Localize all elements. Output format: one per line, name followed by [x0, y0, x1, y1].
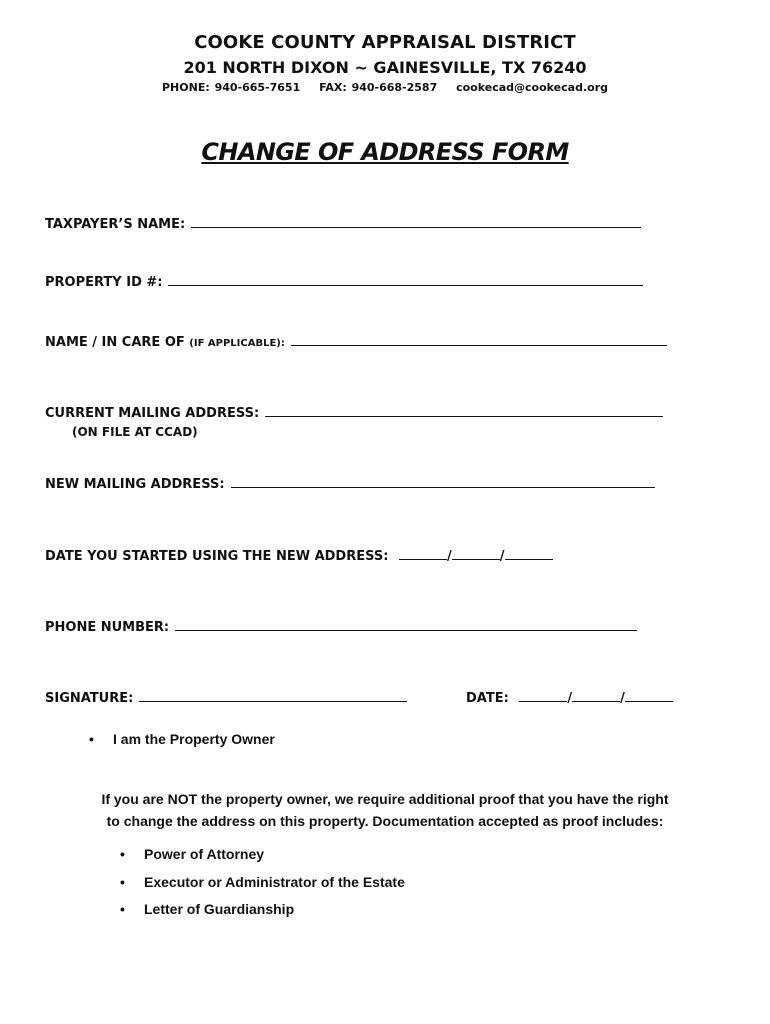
current-address-line[interactable]	[265, 415, 663, 417]
signature-label: SIGNATURE:	[45, 691, 134, 706]
proof-item-text: Power of Attorney	[144, 846, 265, 862]
proof-list-item	[120, 874, 405, 890]
signature-date-blanks[interactable]: / /	[519, 691, 673, 706]
bullet-icon: •	[120, 901, 125, 917]
in-care-of-field[interactable]	[45, 335, 667, 350]
year-blank[interactable]	[625, 700, 673, 702]
property-id-label: PROPERTY ID #:	[45, 275, 163, 290]
in-care-of-note: (IF APPLICABLE):	[189, 338, 285, 349]
proof-list-item	[120, 846, 264, 862]
proof-paragraph-line1: If you are NOT the property owner, we require additional proof that you have the right	[101, 791, 669, 807]
proof-list-item	[120, 901, 294, 917]
year-blank[interactable]	[505, 558, 553, 560]
bullet-icon: •	[89, 731, 94, 747]
date-started-blanks[interactable]: / /	[399, 549, 553, 564]
bullet-icon: •	[120, 846, 125, 862]
email-text: cookecad@cookecad.org	[456, 81, 608, 94]
fax-text: FAX: 940-668-2587	[319, 81, 438, 94]
property-id-line[interactable]	[168, 284, 643, 286]
proof-paragraph	[0, 788, 770, 832]
new-address-field[interactable]	[45, 477, 655, 492]
proof-paragraph-line2: to change the address on this property. Documentation accepted as proof includes:	[106, 813, 664, 829]
phone-number-line[interactable]	[175, 629, 637, 631]
owner-statement	[89, 731, 275, 747]
signature-date-label: DATE:	[466, 691, 509, 706]
contact-line	[0, 81, 770, 94]
phone-number-label: PHONE NUMBER:	[45, 620, 170, 635]
in-care-of-line[interactable]	[291, 344, 667, 346]
current-address-note: (ON FILE AT CCAD)	[72, 425, 198, 439]
current-address-field[interactable]	[45, 406, 663, 421]
phone-text: PHONE: 940-665-7651	[162, 81, 301, 94]
property-id-field[interactable]	[45, 275, 643, 290]
taxpayer-name-line[interactable]	[191, 226, 641, 228]
owner-statement-text: I am the Property Owner	[113, 731, 275, 747]
new-address-line[interactable]	[231, 486, 655, 488]
date-started-label: DATE YOU STARTED USING THE NEW ADDRESS:	[45, 549, 389, 564]
taxpayer-name-field[interactable]	[45, 217, 641, 232]
in-care-of-label: NAME / IN CARE OF	[45, 335, 185, 350]
current-address-label: CURRENT MAILING ADDRESS:	[45, 406, 260, 421]
taxpayer-name-label: TAXPAYER’S NAME:	[45, 217, 186, 232]
organization-name: COOKE COUNTY APPRAISAL DISTRICT	[194, 32, 576, 53]
proof-item-text: Letter of Guardianship	[144, 901, 295, 917]
bullet-icon: •	[120, 874, 125, 890]
signature-field[interactable]	[45, 691, 407, 706]
day-blank[interactable]	[452, 558, 500, 560]
signature-date-field[interactable]	[466, 691, 673, 706]
signature-line[interactable]	[139, 700, 407, 702]
month-blank[interactable]	[399, 558, 447, 560]
date-started-field[interactable]	[45, 549, 553, 564]
day-blank[interactable]	[572, 700, 620, 702]
proof-item-text: Executor or Administrator of the Estate	[144, 874, 405, 890]
phone-number-field[interactable]	[45, 620, 637, 635]
month-blank[interactable]	[519, 700, 567, 702]
organization-address: 201 NORTH DIXON ~ GAINESVILLE, TX 76240	[183, 58, 587, 77]
form-title: CHANGE OF ADDRESS FORM	[201, 138, 569, 166]
new-address-label: NEW MAILING ADDRESS:	[45, 477, 225, 492]
